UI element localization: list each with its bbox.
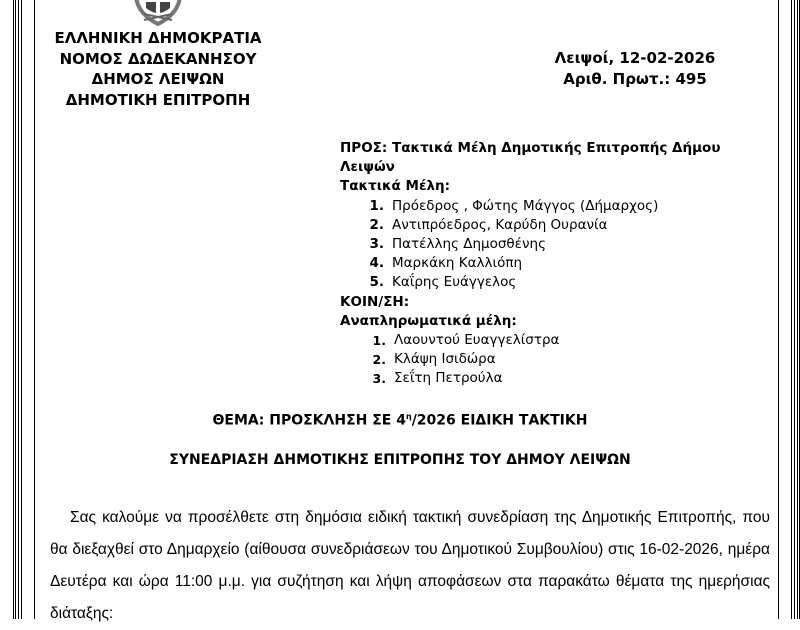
item-number: 1.: [369, 197, 384, 214]
recipients-block: [340, 139, 760, 389]
ordinal-superscript: η: [405, 412, 412, 421]
item-number: 4.: [369, 255, 384, 272]
item-number: 1.: [372, 333, 386, 349]
invitation-paragraph: Σας καλούμε να προσέλθετε στη δημόσια ειδική τακτική συνεδρίαση της Δημοτικής Επιτροπής, που θα διεξαχθεί στο Δημαρχείο (αίθουσα συνεδριάσεων του Δημοτικού Συμβουλίου) στις 16-02-2026, ημέρα Δευτέρα και ώρα 11:00 μ.μ. για συζήτηση και λήψη αποφάσεων στα παρακάτω θέματα της ημερήσιας διάταξης:: [50, 509, 770, 622]
member-name: Αντιπρόεδρος, Καρύδη Ουρανία: [392, 216, 608, 233]
document-meta: [525, 48, 745, 90]
place-date: Λειψοί, 12-02-2026: [554, 49, 716, 67]
issuer-line: ΕΛΛΗΝΙΚΗ ΔΗΜΟΚΡΑΤΙΑ: [54, 29, 262, 47]
regular-member: [340, 273, 760, 292]
regular-member: [340, 216, 760, 235]
item-number: 2.: [372, 352, 386, 368]
member-name: Καΐρης Ευάγγελος: [392, 274, 517, 291]
protocol-number: Αριθ. Πρωτ.: 495: [563, 70, 707, 88]
issuer-line: ΝΟΜΟΣ ΔΩΔΕΚΑΝΗΣΟΥ: [59, 49, 257, 68]
substitute-members-heading: Αναπληρωματικά μέλη:: [340, 312, 517, 329]
regular-member: [340, 254, 760, 273]
member-name: Μαρκάκη Καλλιόπη: [392, 255, 523, 272]
substitute-member: [340, 331, 760, 350]
item-number: 5.: [369, 274, 384, 291]
subject-line-2: ΣΥΝΕΔΡΙΑΣΗ ΔΗΜΟΤΙΚΗΣ ΕΠΙΤΡΟΠΗΣ ΤΟΥ ΔΗΜΟΥ ΛΕΙΨΩΝ: [169, 452, 631, 468]
member-name: Πρόεδρος , Φώτης Μάγγος (Δήμαρχος): [392, 197, 659, 214]
regular-members-heading: Τακτικά Μέλη:: [340, 178, 451, 195]
item-number: 3.: [372, 371, 386, 387]
issuer-line: ΔΗΜΟΤΙΚΗ ΕΠΙΤΡΟΠΗ: [65, 90, 251, 109]
subject-text: /2026 ΕΙΔΙΚΗ ΤΑΚΤΙΚΗ: [411, 412, 588, 429]
to-line-cont: Λειψών: [340, 159, 395, 176]
regular-member: [340, 235, 760, 254]
issuer-line: ΔΗΜΟΣ ΛΕΙΨΩΝ: [91, 70, 225, 88]
member-name: Κλάψη Ισιδώρα: [394, 351, 496, 368]
page-border-left: [13, 0, 35, 619]
subject-text: ΘΕΜΑ: ΠΡΟΣΚΛΗΣΗ ΣΕ 4: [212, 412, 406, 429]
page-border-right: [778, 0, 800, 619]
substitute-member: [340, 369, 760, 388]
member-name: Πατέλλης Δημοσθένης: [392, 236, 546, 253]
item-number: 2.: [369, 216, 384, 233]
member-name: Σεΐτη Πετρούλα: [394, 370, 503, 387]
subject-line-1: [40, 412, 760, 429]
regular-member: [340, 197, 760, 216]
substitute-member: [340, 350, 760, 369]
issuer-header: [40, 28, 276, 110]
item-number: 3.: [369, 236, 384, 253]
to-line: ΠΡΟΣ: Τακτικά Μέλη Δημοτικής Επιτροπής Δήμου: [340, 140, 721, 156]
member-name: Λαουντού Ευαγγελίστρα: [394, 332, 560, 349]
greek-coat-of-arms-emblem: [130, 0, 186, 26]
cc-heading: ΚΟΙΝ/ΣΗ:: [340, 293, 410, 310]
